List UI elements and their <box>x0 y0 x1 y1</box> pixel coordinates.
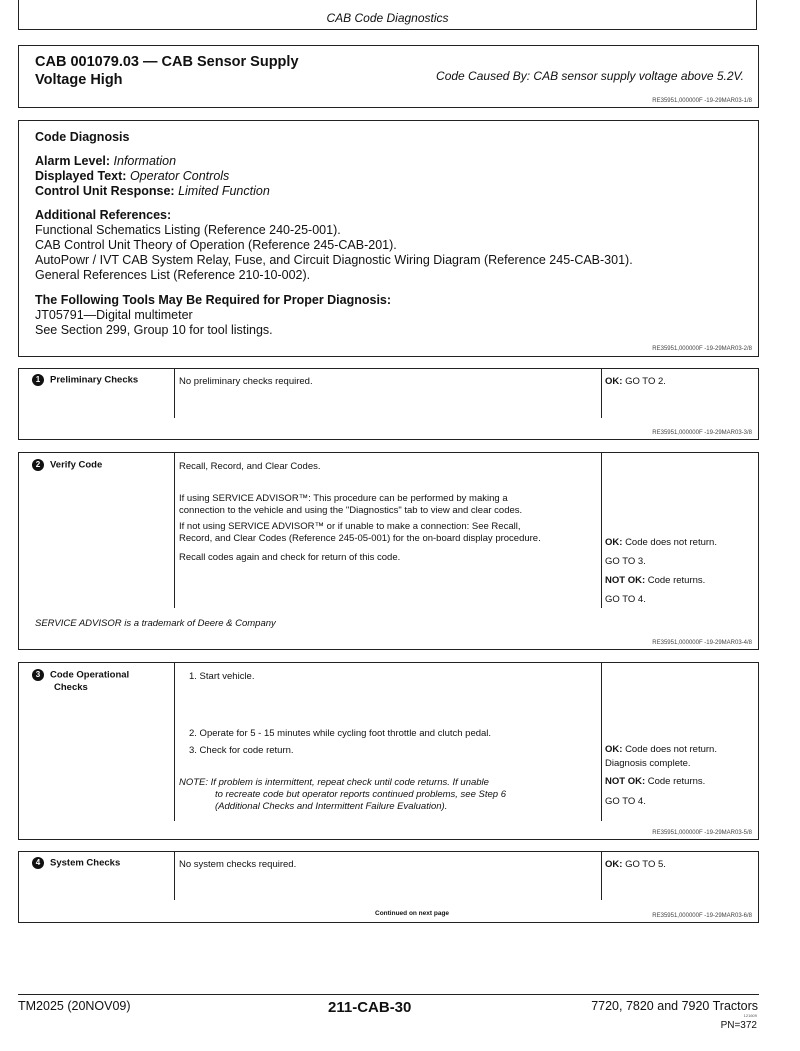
column-divider <box>174 663 175 821</box>
ok-label: OK: <box>605 859 623 870</box>
step-3-item-2: 2. Operate for 5 - 15 minutes while cycling foot throttle and clutch pedal. <box>189 728 492 739</box>
diagnosis-heading: Code Diagnosis <box>35 130 130 144</box>
note-line: NOTE: If problem is intermittent, repeat check until code returns. If unable <box>179 777 489 788</box>
ok-text-2: Diagnosis complete. <box>605 758 691 769</box>
footer-page-number: 211-CAB-30 <box>328 999 412 1016</box>
not-ok-goto: GO TO 4. <box>605 594 646 605</box>
step-1-box <box>18 368 759 440</box>
column-divider <box>601 453 602 608</box>
step-1-title: Preliminary Checks <box>50 374 139 386</box>
tool-item: See Section 299, Group 10 for tool listings. <box>35 323 273 337</box>
step-3-title-line1: Code Operational <box>50 669 130 681</box>
continued-note: Continued on next page <box>375 910 450 917</box>
step-2-title-row <box>32 459 102 471</box>
note-line: to recreate code but operator reports continued problems, see Step 6 <box>215 789 506 800</box>
ok-text: Code does not return. <box>625 744 717 755</box>
step-2-p3b: Record, and Clear Codes (Reference 245-05-001) for the on-board display procedure. <box>179 533 541 544</box>
step-3-note <box>179 777 506 813</box>
trademark-footnote: SERVICE ADVISOR is a trademark of Deere & Company <box>35 618 276 629</box>
step-2-p1: Recall, Record, and Clear Codes. <box>179 461 321 472</box>
footer-manual-id: TM2025 (20NOV09) <box>18 999 131 1013</box>
step-4-title: System Checks <box>50 857 121 869</box>
footer-model-list: 7720, 7820 and 7920 Tractors <box>591 999 758 1013</box>
step-4-text: No system checks required. <box>179 859 297 870</box>
diagnosis-levels <box>35 154 270 199</box>
header-title: CAB Code Diagnostics <box>326 11 449 25</box>
ok-text: Code does not return. <box>625 537 717 548</box>
tool-item: JT05791—Digital multimeter <box>35 308 193 322</box>
step-3-ref: RE35951,000000F -19-29MAR03-5/8 <box>652 830 752 836</box>
step-3-title-row <box>32 669 129 694</box>
column-divider <box>174 852 175 900</box>
step-4-result <box>605 859 666 870</box>
step-1-result <box>605 376 666 387</box>
step-4-box <box>18 851 759 923</box>
step-3-item-1: 1. Start vehicle. <box>189 671 255 682</box>
column-divider <box>601 369 602 418</box>
tools-heading: The Following Tools May Be Required for Proper Diagnosis: <box>35 293 392 307</box>
step-1-ref: RE35951,000000F -19-29MAR03-3/8 <box>652 430 752 436</box>
header-box <box>18 0 757 30</box>
ok-label: OK: <box>605 537 623 548</box>
code-title-line1: CAB 001079.03 — CAB Sensor Supply <box>35 54 299 70</box>
footer-tiny-code: 121609 <box>743 1013 757 1018</box>
code-title-box <box>18 45 759 108</box>
additional-references <box>35 208 633 283</box>
ok-text: GO TO 2. <box>625 376 666 387</box>
ok-goto: GO TO 3. <box>605 556 646 567</box>
footer-rule <box>18 994 759 995</box>
step-2-p2a: If using SERVICE ADVISOR™: This procedure can be performed by making a <box>179 493 508 504</box>
step-2-procedure <box>179 461 599 564</box>
reference-item: CAB Control Unit Theory of Operation (Reference 245-CAB-201). <box>35 238 397 252</box>
reference-item: Functional Schematics Listing (Reference 240-25-001). <box>35 223 341 237</box>
step-2-p3a: If not using SERVICE ADVISOR™ or if unable to make a connection: See Recall, <box>179 521 521 532</box>
step-2-box <box>18 452 759 650</box>
reference-item: General References List (Reference 210-10-002). <box>35 268 311 282</box>
step-2-results <box>605 533 717 609</box>
not-ok-goto: GO TO 4. <box>605 796 646 807</box>
additional-references-heading: Additional References: <box>35 208 172 222</box>
step-4-title-row <box>32 857 120 869</box>
control-unit-response-label: Control Unit Response: <box>35 184 175 198</box>
note-line: (Additional Checks and Intermittent Failure Evaluation). <box>215 801 448 812</box>
step-number-3: 3 <box>32 669 44 681</box>
ok-label: OK: <box>605 376 623 387</box>
not-ok-text: Code returns. <box>647 776 706 787</box>
step-1-text: No preliminary checks required. <box>179 376 313 387</box>
code-title-line2: Voltage High <box>35 72 123 88</box>
code-ref: RE35951,000000F -19-29MAR03-1/8 <box>652 98 752 104</box>
step-3-title-line2: Checks <box>54 681 88 693</box>
step-3-box <box>18 662 759 840</box>
step-1-title-row <box>32 374 138 386</box>
code-caused-by: Code Caused By: CAB sensor supply voltage above 5.2V. <box>436 69 744 83</box>
step-2-p2b: connection to the vehicle and using the "Diagnostics" tab to view and clear codes. <box>179 505 523 516</box>
step-number-1: 1 <box>32 374 44 386</box>
step-4-ref: RE35951,000000F -19-29MAR03-6/8 <box>652 913 752 919</box>
not-ok-label: NOT OK: <box>605 776 646 787</box>
column-divider <box>601 852 602 900</box>
step-2-ref: RE35951,000000F -19-29MAR03-4/8 <box>652 640 752 646</box>
tools-section <box>35 293 391 338</box>
alarm-level-value: Information <box>113 154 177 168</box>
step-3-item-3: 3. Check for code return. <box>189 745 294 756</box>
reference-item: AutoPowr / IVT CAB System Relay, Fuse, and Circuit Diagnostic Wiring Diagram (Reference 245-CAB-301). <box>35 253 633 267</box>
column-divider <box>601 663 602 821</box>
ok-label: OK: <box>605 744 623 755</box>
step-2-title: Verify Code <box>50 459 103 471</box>
displayed-text-label: Displayed Text: <box>35 169 127 183</box>
displayed-text-value: Operator Controls <box>129 169 230 183</box>
code-diagnosis-box <box>18 120 759 357</box>
diagnosis-ref: RE35951,000000F -19-29MAR03-2/8 <box>652 346 752 352</box>
footer-pn: PN=372 <box>720 1020 757 1031</box>
not-ok-text: Code returns. <box>647 575 706 586</box>
step-number-2: 2 <box>32 459 44 471</box>
column-divider <box>174 453 175 608</box>
not-ok-label: NOT OK: <box>605 575 646 586</box>
column-divider <box>174 369 175 418</box>
step-2-p4: Recall codes again and check for return of this code. <box>179 552 401 563</box>
step-3-results <box>605 743 717 809</box>
step-number-4: 4 <box>32 857 44 869</box>
control-unit-response-value: Limited Function <box>178 184 270 198</box>
ok-text: GO TO 5. <box>625 859 666 870</box>
alarm-level-label: Alarm Level: <box>35 154 111 168</box>
